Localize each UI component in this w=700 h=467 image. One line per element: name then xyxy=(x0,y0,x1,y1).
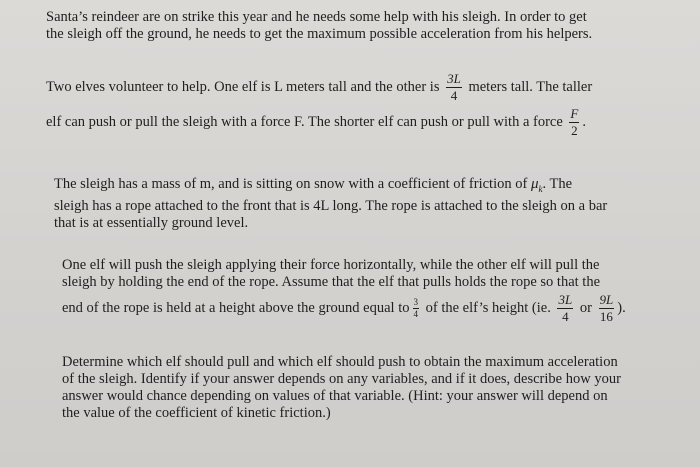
question-line-3: answer would chance depending on values of that variable. (Hint: your answer will depend on xyxy=(62,388,608,404)
elves-line-1-text-a: Two elves volunteer to help. One elf is L meters tall and the other is xyxy=(46,78,440,95)
fraction-numerator: 3L xyxy=(447,71,461,86)
intro-line-2: the sleigh off the ground, he needs to get the maximum possible acceleration from his helpers. xyxy=(46,26,593,42)
sleigh-line-1 xyxy=(54,176,607,198)
fraction-denominator: 4 xyxy=(450,88,458,103)
fraction-denominator: 2 xyxy=(571,123,578,138)
fraction-f-over-two xyxy=(569,107,579,138)
question-line-2: of the sleigh. Identify if your answer depends on any variables, and if it does, describe how your xyxy=(62,371,621,387)
sleigh-line-1-text-b: . The xyxy=(542,176,572,192)
sleigh-line-2: sleigh has a rope attached to the front that is 4L long. The rope is attached to the sleigh on a bar xyxy=(54,198,608,214)
push-pull-line-2: sleigh by holding the end of the rope. Assume that the elf that pulls holds the rope so that the xyxy=(62,274,601,290)
mu-subscript: k xyxy=(538,184,543,194)
push-pull-line-3 xyxy=(62,293,626,324)
question-paragraph xyxy=(62,354,621,422)
fraction-denominator: 4 xyxy=(413,309,418,319)
fraction-numerator: F xyxy=(570,106,579,121)
fraction-three-l-over-four xyxy=(557,293,573,324)
elves-line-2-text-b: . xyxy=(582,113,586,130)
elves-line-1 xyxy=(46,72,592,103)
sleigh-line-3: that is at essentially ground level. xyxy=(54,215,249,231)
push-pull-line-3-text-a: end of the rope is held at a height above the ground equal to xyxy=(62,299,410,316)
elves-paragraph xyxy=(46,72,592,138)
elves-line-1-text-b: meters tall. The taller xyxy=(468,78,593,95)
push-pull-line-3-text-c: ). xyxy=(617,299,626,316)
question-line-4: the value of the coefficient of kinetic friction.) xyxy=(62,405,331,421)
sleigh-line-1-text-a: The sleigh has a mass of m, and is sitting on snow with a coefficient of friction of xyxy=(54,176,528,192)
sleigh-paragraph xyxy=(54,176,607,232)
fraction-numerator: 3 xyxy=(413,297,418,307)
intro-line-1: Santa’s reindeer are on strike this year and he needs some help with his sleigh. In order to get xyxy=(46,9,587,25)
push-pull-line-1: One elf will push the sleigh applying their force horizontally, while the other elf will pull the xyxy=(62,257,600,273)
fraction-numerator: 9L xyxy=(599,292,614,307)
fraction-numerator: 3L xyxy=(558,292,573,307)
fraction-denominator: 4 xyxy=(562,309,569,324)
fraction-three-over-four xyxy=(413,298,420,319)
push-pull-line-3-text-b: of the elf’s height (ie. xyxy=(425,299,551,316)
push-pull-line-3-or: or xyxy=(579,299,592,316)
elves-line-2-text-a: elf can push or pull the sleigh with a force F. The shorter elf can push or pull with a force xyxy=(46,113,563,130)
mu-symbol: μ xyxy=(530,176,539,192)
fraction-denominator: 16 xyxy=(599,309,613,324)
friction-coefficient-symbol xyxy=(531,176,543,192)
push-pull-paragraph xyxy=(62,257,626,324)
intro-paragraph xyxy=(46,9,592,43)
elves-line-2 xyxy=(46,107,592,138)
question-line-1: Determine which elf should pull and which elf should push to obtain the maximum acceleration xyxy=(62,354,618,370)
fraction-three-l-over-four xyxy=(446,72,462,103)
fraction-nine-l-over-sixteen xyxy=(599,293,615,324)
